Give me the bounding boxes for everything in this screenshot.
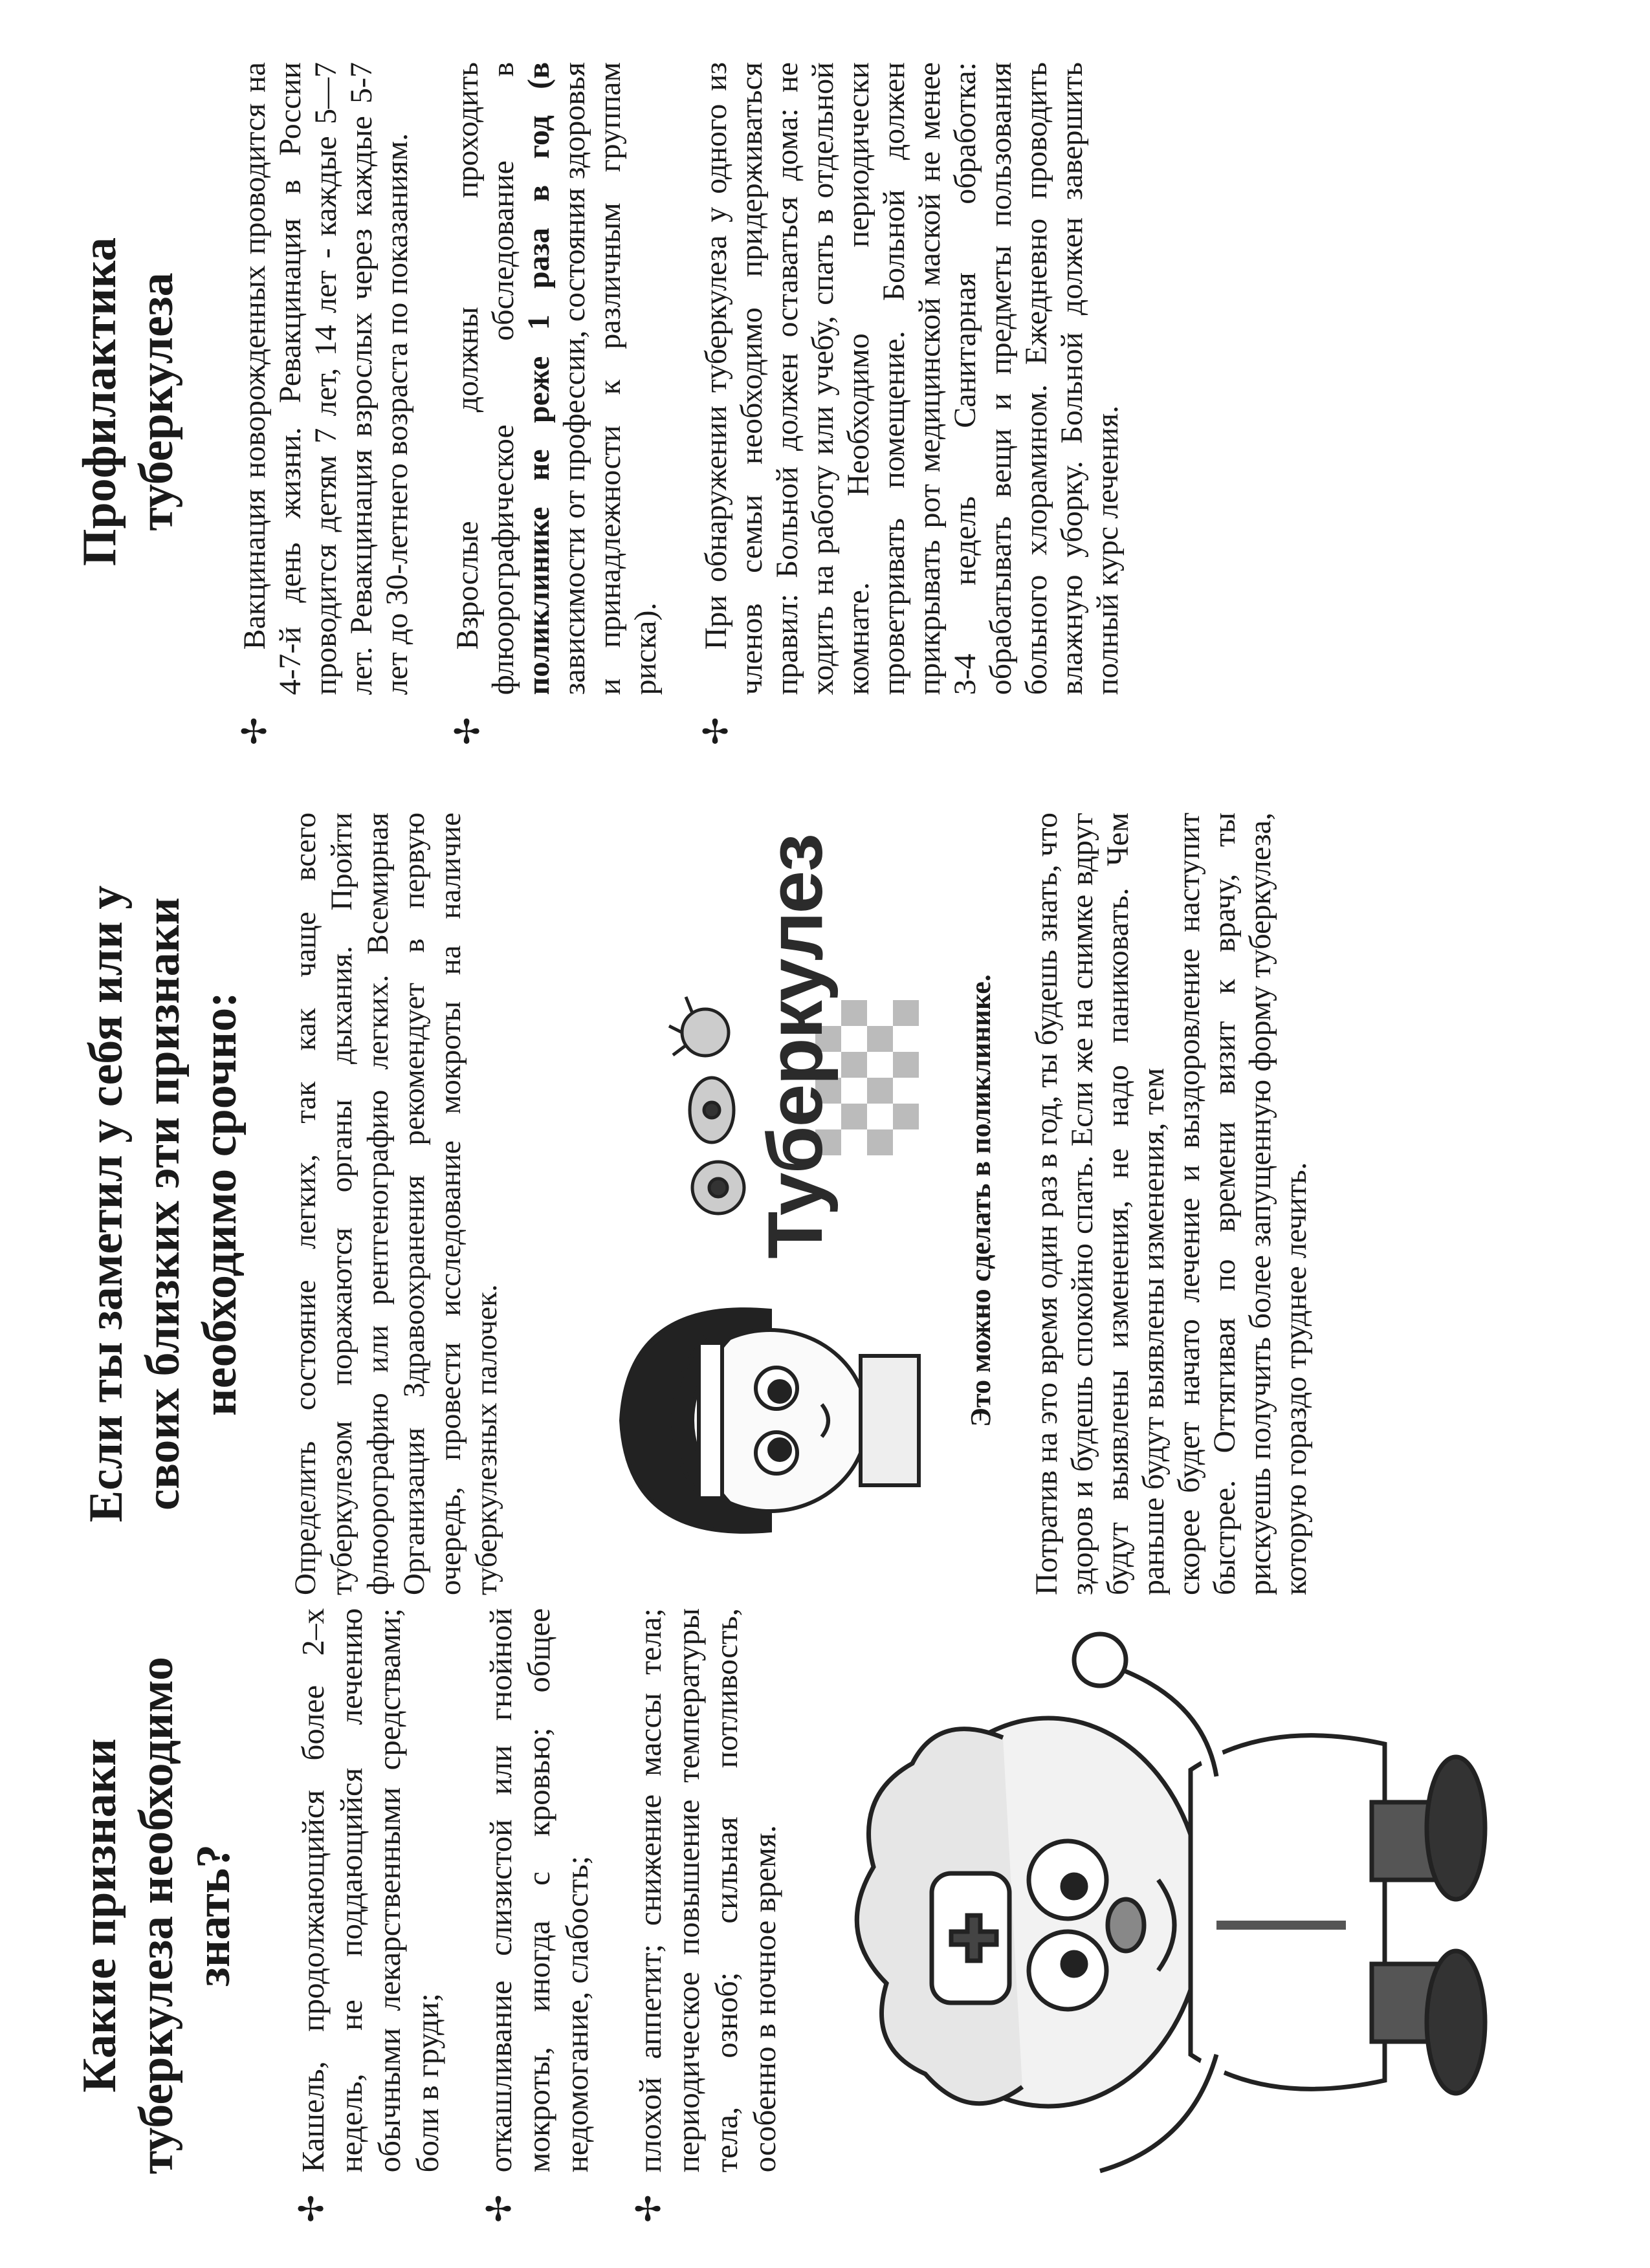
- germs-icon: [666, 987, 757, 1233]
- text-part: зависимости от профессии, состояния здоровья и принадлежности к различным группам риска).: [557, 62, 663, 695]
- early-detection-paragraph: [1029, 812, 1314, 1595]
- paragraph-part: скорее будет начато лечение и выздоровление наступит быстрее. Оттягивая по времени визит к врачу, ты рискуешь получить более запущенную форму туберкулеза, которую гораздо труднее лечить.: [1172, 812, 1313, 1595]
- clinic-note: Это можно сделать в поликлинике.: [965, 974, 996, 1427]
- bullet-text: При обнаружении туберкулеза у одного из членов семьи необходимо придерживаться правил: Больной должен оставаться дома: не ходить на работу или учебу, спать в отдельной комнате. Необходимо периодически проветривать помещение. Больной должен прикрывать рот медицинской маской не менее 3-4 недель Санитарная обработка: обрабатывать вещи и предметы пользования больного хлорамином. Ежедневно проводить влажную уборку. Больной должен завершить полный курс лечения.: [699, 62, 1125, 695]
- bullet-text: [450, 62, 663, 695]
- bullet-text: откашливание слизистой или гнойной мокроты, иногда с кровью; общее недомогание, слабость;: [483, 1608, 595, 2173]
- text-part: Взрослые должны проходить флюорографическое обследование в: [450, 62, 520, 695]
- bullet-text: плохой аппетит; снижение массы тела; периодическое повышение температуры тела, озноб; сильная потливость, особенно в ночное время.: [632, 1608, 782, 2173]
- doctor-cartoon-illustration: [854, 1615, 1488, 2216]
- bullet-cross-icon: ✢: [698, 717, 735, 745]
- lung-check-paragraph: Определить состояние легких, так как чаще всего туберкулезом поражаются органы дыхания. Пройти флюорографию или рентгенографию легких. Всемирная Организация Здравоохранения рекомендует в первую очередь, провести исследование мокроты на наличие туберкулезных палочек.: [289, 812, 503, 1595]
- sign-bullet: [294, 1608, 446, 2223]
- column-prevention: [71, 62, 1160, 745]
- prevention-bullet-family: [698, 62, 1125, 745]
- tuberculosis-logo-text: Туберкулез: [752, 834, 839, 1259]
- column-signs: [71, 1608, 819, 2223]
- bullet-cross-icon: ✢: [450, 717, 487, 745]
- paragraph-part: Потратив на это время один раз в год, ты будешь знать, что здоров и будешь спокойно спать. Если же на снимке вдруг будут выявлены изменения, не надо паниковать. Чем раньше будут выявлены изменения, тем: [1029, 812, 1171, 1595]
- actions-heading: Если ты заметил у себя или у своих близких эти признаки необходимо срочно:: [80, 885, 247, 1523]
- bullet-cross-icon: ✢: [631, 2194, 668, 2223]
- prevention-bullet-vaccination: [237, 62, 415, 745]
- bullet-text: Вакцинация новорожденных проводится на 4-7-й день жизни. Ревакцинация в России проводится детям 7 лет, 14 лет - каждые 5—7 лет. Ревакцинация взрослых через каждые 5-7 лет до 30-летнего возраста по показаниям.: [237, 62, 414, 695]
- bold-text-part: поликлинике не реже 1 раза в год (в: [522, 62, 556, 695]
- sign-bullet: [631, 1608, 784, 2223]
- column-actions: [78, 812, 505, 1595]
- signs-heading: Какие признаки туберкулеза необходимо знать?: [73, 1657, 240, 2174]
- sign-bullet: [481, 1608, 596, 2223]
- prevention-heading: Профилактика туберкулеза: [73, 237, 183, 567]
- bullet-text: Кашель, продолжающийся более 2–х недель, не поддающийся лечению обычными лекарственными средствами; боли в груди;: [295, 1608, 445, 2173]
- bullet-cross-icon: ✢: [237, 717, 274, 745]
- prevention-bullet-fluorography: [450, 62, 663, 745]
- bullet-cross-icon: ✢: [294, 2194, 331, 2223]
- girl-illustration: [602, 1272, 925, 1569]
- bullet-cross-icon: ✢: [481, 2194, 518, 2223]
